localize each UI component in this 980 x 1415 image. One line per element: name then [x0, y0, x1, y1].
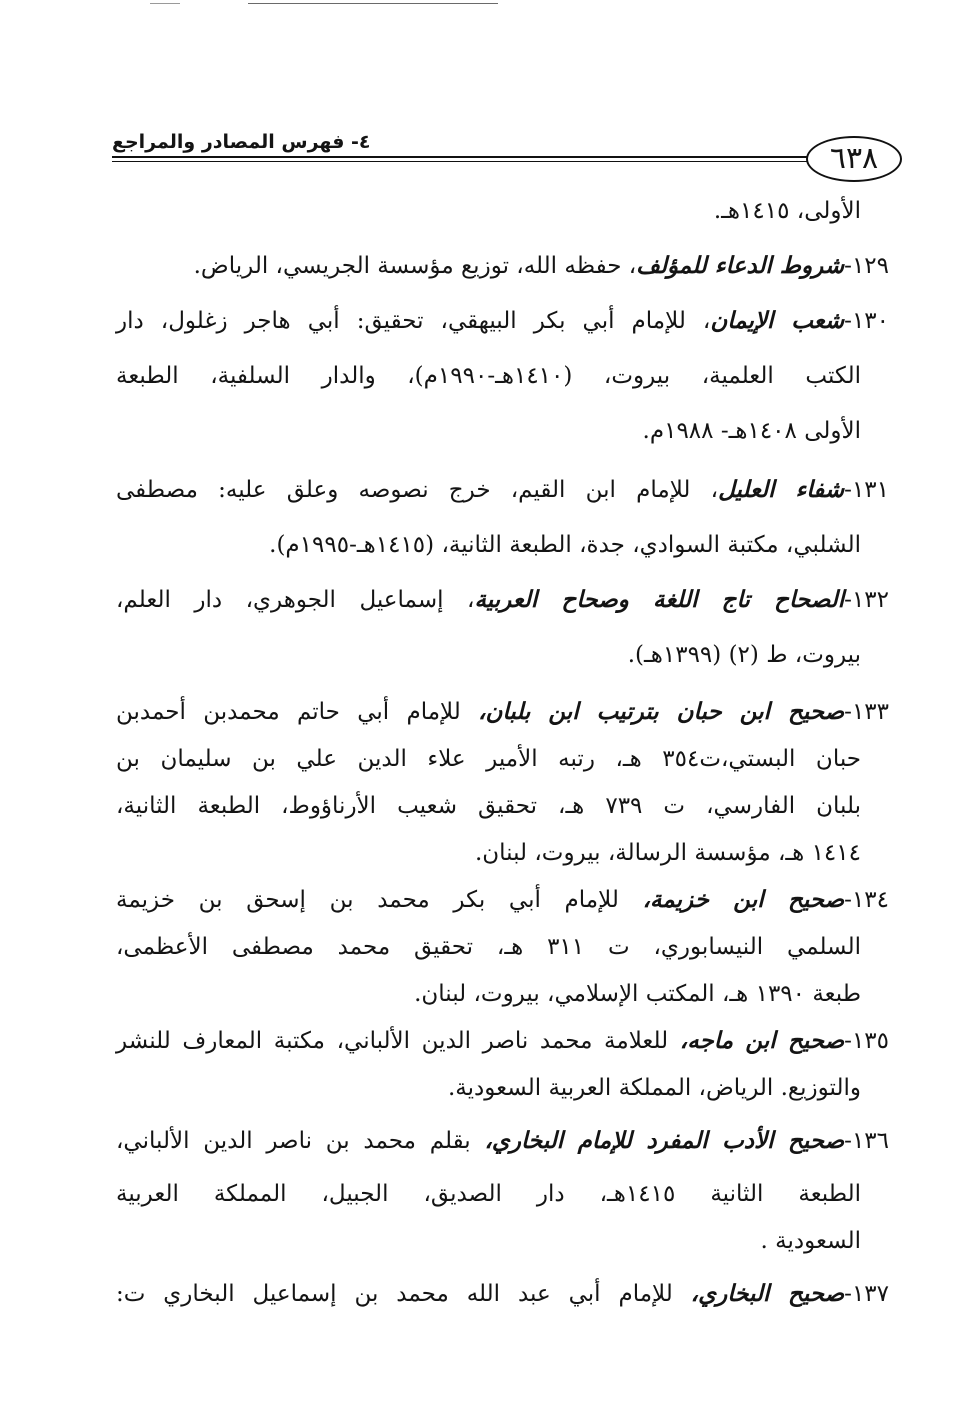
- entry-137: [116, 1269, 889, 1324]
- entry-text: بقلم محمد بن ناصر الدين الألباني،: [116, 1128, 485, 1154]
- entry-title: شعب الإيمان: [710, 308, 845, 334]
- entry-130-line: الكتب العلمية، بيروت، (١٤١٠هـ-١٩٩٠م)، والدار السلفية، الطبعة: [116, 363, 861, 389]
- entry-continuation-line: الأولى، ١٤١٥هـ.: [713, 198, 861, 224]
- entry-132-line: بيروت، ط (٢) (١٣٩٩هـ).: [627, 642, 861, 668]
- entry-135-line: والتوزيع. الرياض، المملكة العربية السعودية.: [447, 1075, 861, 1101]
- entry-133: [116, 689, 889, 736]
- entry-title: صحيح ابن خزيمة،: [642, 887, 845, 913]
- entry-135: [116, 1018, 889, 1065]
- entry-title: صحيح البخاري،: [690, 1281, 845, 1307]
- entry-title: الصحاح تاج اللغة وصحاح العربية: [474, 587, 845, 613]
- top-scan-rule: [248, 3, 498, 4]
- section-title: ٤- فهرس المصادر والمراجع: [112, 131, 371, 153]
- page-number: ٦٣٨: [829, 141, 879, 176]
- entry-131-line: الشلبي، مكتبة السوادي، جدة، الطبعة الثانية، (١٤١٥هـ-١٩٩٥م).: [269, 532, 861, 558]
- entry-text: للعلامة محمد ناصر الدين الألباني، مكتبة المعارف للنشر: [116, 1028, 680, 1054]
- entry-number: ١٣٦-: [844, 1128, 889, 1154]
- entry-number: ١٢٩-: [844, 253, 889, 279]
- entry-number: ١٣٠-: [844, 308, 889, 334]
- entry-136: [116, 1116, 889, 1171]
- entry-130-line: الأولى ١٤٠٨هـ- ١٩٨٨م.: [642, 418, 861, 444]
- page-number-badge: [806, 136, 902, 182]
- entry-title: شفاء العليل: [718, 477, 845, 503]
- bibliography-list: [116, 186, 889, 1324]
- top-scan-rule-left: [150, 3, 180, 4]
- entry-number: ١٣٤-: [844, 887, 890, 913]
- entry-text: ، حفظه الله، توزيع مؤسسة الجريسي، الرياض.: [193, 253, 637, 279]
- entry-number: ١٣١-: [844, 477, 890, 503]
- entry-text: ، إسماعيل الجوهري، دار العلم،: [116, 587, 475, 613]
- entry-text: ، للإمام ابن القيم، خرج نصوصه وعلق عليه: مصطفى: [116, 477, 719, 503]
- entry-129: [116, 241, 889, 296]
- entry-title: شروط الدعاء للمؤلف: [636, 253, 845, 279]
- entry-131: [116, 465, 889, 520]
- entry-130: [116, 296, 889, 351]
- entry-number: ١٣٧-: [844, 1281, 889, 1307]
- entry-133-line: حبان البستي،ت٣٥٤ هـ، رتبه الأمير علاء الدين علي بن سليمان بن: [116, 746, 861, 772]
- entry-text: للإمام أبي عبد الله محمد بن إسماعيل البخاري ت:: [116, 1281, 691, 1307]
- entry-136-line: السعودية .: [760, 1228, 861, 1254]
- page-header: [112, 130, 902, 180]
- entry-text: ، للإمام أبي بكر البيهقي، تحقيق: أبي هاجر زغلول، دار: [116, 308, 711, 334]
- entry-134-line: طبعة ١٣٩٠ هـ، المكتب الإسلامي، بيروت، لبنان.: [414, 981, 861, 1007]
- entry-133-line: ١٤١٤ هـ، مؤسسة الرسالة، بيروت، لبنان.: [474, 840, 861, 866]
- entry-number: ١٣٥-: [844, 1028, 889, 1054]
- header-rule: [112, 156, 812, 158]
- header-rule-thin: [112, 161, 812, 162]
- entry-title: صحيح ابن ماجه،: [679, 1028, 845, 1054]
- entry-136-line: الطبعة الثانية ١٤١٥هـ، دار الصديق، الجبيل، المملكة العربية: [116, 1181, 861, 1207]
- entry-134: [116, 877, 889, 924]
- entry-title: صحيح الأدب المفرد للإمام البخاري،: [484, 1128, 845, 1154]
- entry-134-line: السلمي النيسابوري، ت ٣١١ هـ، تحقيق محمد مصطفى الأعظمى،: [116, 934, 861, 960]
- entry-133-line: بلبان الفارسي، ت ٧٣٩ هـ، تحقيق شعيب الأرناؤوط، الطبعة الثانية،: [116, 793, 861, 819]
- entry-132: [116, 575, 889, 630]
- entry-number: ١٣٣-: [844, 699, 889, 725]
- entry-text: للإمام أبي حاتم محمدبن أحمدبن: [116, 699, 479, 725]
- entry-title: صحيح ابن حبان بترتيب ابن بلبان،: [478, 699, 845, 725]
- entry-number: ١٣٢-: [844, 587, 890, 613]
- entry-text: للإمام أبي بكر محمد بن إسحق بن خزيمة: [116, 887, 643, 913]
